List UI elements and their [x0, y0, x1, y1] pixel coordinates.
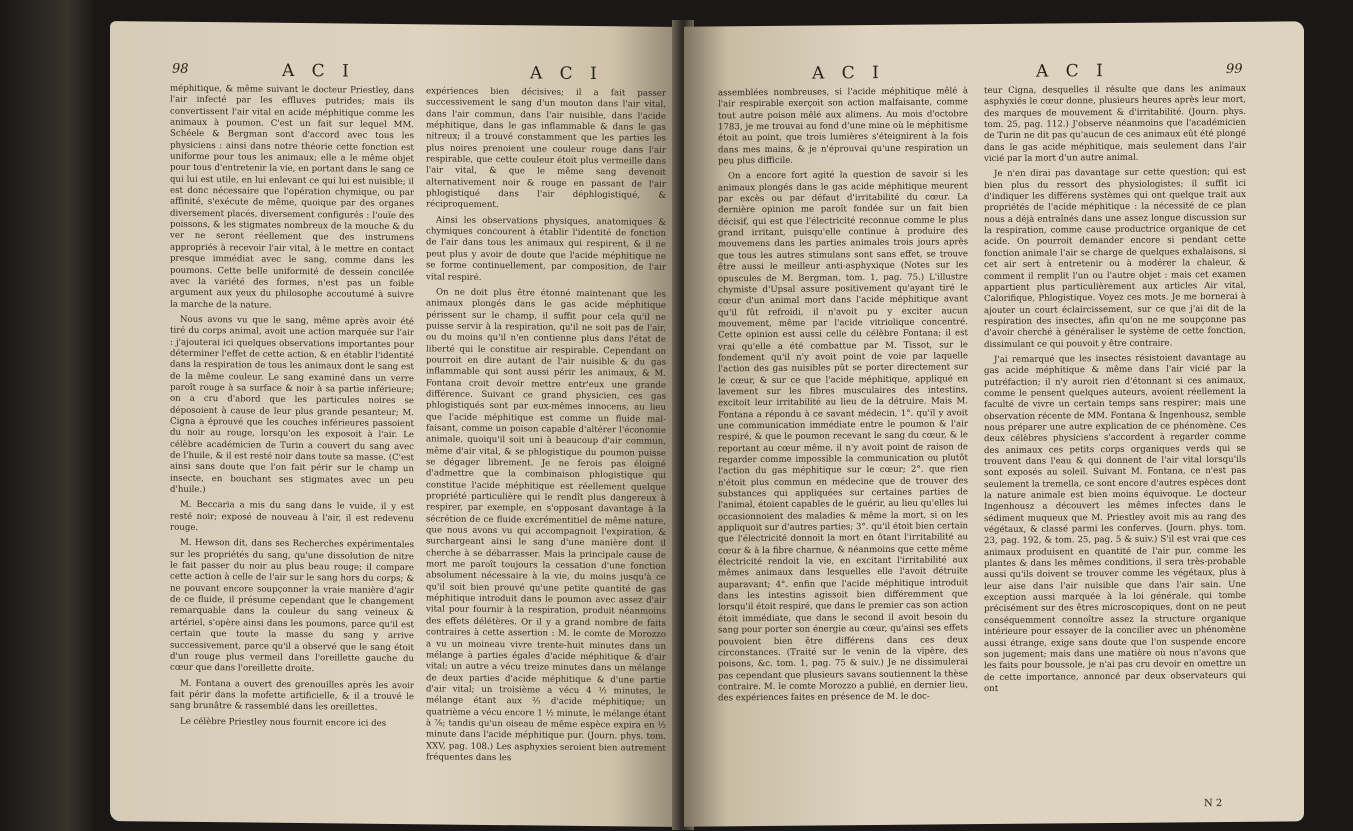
paragraph: expériences bien décisives; il a fait passer successivement le sang d'un mouton dans l'air vital, dans l'air commun, dans l'air nuisible, dans l'acide méphitique, dans le gas inflammable & dans le gas nitreux; il a trouvé constamment que les parties les plus noires prenoient une couleur rouge dans l'air respirable, que cette couleur étoit plus vermeille dans l'air vital, & que le même sang devenoit alternativement noir & rouge en passant de l'air phlogistiqué dans l'air déphlogistiqué, & réciproquement. — [426, 86, 666, 211]
text-column-2 — [426, 86, 666, 770]
left-page — [110, 21, 680, 827]
paragraph: méphitique, & même suivant le docteur Priestley, dans l'air infecté par les effluves putrides; mais ils convertissent l'air vital en acide méphitique comme les animaux à poumon. C'est un fait sur lequel MM. Schéele & Bergman sont d'accord avec tous les physiciens : ainsi dans notre théorie cette fonction est uniforme pour tous les animaux; elle a le même objet pour tous d'entretenir la vie, en portant dans le sang ce qui lui est utile, en lui enlevant ce qui lui est nuisible; il est donc nécessaire que l'opération chymique, ou par affinité, s'exécute de même, quoique par des organes diversement placés, diversement configurés : l'ouïe des poissons, & les stigmates nombreux de la mouche & du ver ne seront réellement que des instrumens appropriés à recevoir l'air vital, à le mettre en contact presque immédiat avec le sang, comme dans les poumons. Cette belle uniformité de dessein concilée avec la variété des formes, n'est pas un foible argument aux yeux du philosophe accoutumé à suivre la marche de la nature. — [170, 83, 414, 311]
text-column-2 — [984, 84, 1246, 700]
paragraph: Nous avons vu que le sang, même après avoir été tiré du corps animal, avoit une action marquée sur l'air : j'ajouterai ici quelques observations importantes pour déterminer l'effet de cette action, & en établir l'identité dans la respiration de tous les animaux dont le sang est de la même couleur. Le sang examiné dans un verre paroît rouge à sa surface & noir à sa partie inférieure; on a cru d'abord que les particules noires se déposoient à cause de leur plus grande pesanteur; M. Cigna a éprouvé que les couches inférieures passoient du noir au rouge, lorsqu'on les exposoit à l'air. Le célèbre académicien de Turin a couvert du sang avec de l'huile, & il est resté noir dans toute sa masse. (C'est ainsi sans doute que l'on fait périr sur le champ un insecte, en bouchant ses stigmates avec un peu d'huile.) — [170, 314, 414, 496]
page-number: 99 — [1226, 61, 1243, 77]
paragraph: M. Beccaria a mis du sang dans le vuide, il y est resté noir; exposé de nouveau à l'air, il est redevenu rouge. — [170, 500, 414, 534]
paragraph: teur Cigna, desquelles il résulte que dans les animaux asphyxiés le cœur donne, plusieurs heures après leur mort, des marques de mouvement & d'irritabilité. (Journ. phys. tom. 25, pag. 112.) J'observe néanmoins que l'académicien de Turin ne dit pas qu'aucun de ces animaux eût été plongé dans le gas acide méphitique, mais seulement dans l'air vicié par la mort d'un autre animal. — [984, 83, 1246, 165]
paragraph: M. Hewson dit, dans ses Recherches expérimentales sur les propriétés du sang, qu'une dissolution de nitre le fait passer du noir au plus beau rouge; il compare cette action à celle de l'air sur le sang hors du corps; & ne pouvant encore soupçonner la vraie manière d'agir de ce fluide, il présume cependant que le changement remarquable dans la couleur du sang veineux & artériel, s'opère ainsi dans les poumons, parce qu'il est certain que toute la masse du sang y arrive successivement, parce qu'il a observé que le sang étoit d'un rouge plus vermeil dans l'oreillette gauche du cœur que dans l'oreillette droite. — [170, 538, 414, 675]
running-head: A C I — [530, 63, 603, 85]
page-number: 98 — [172, 61, 189, 77]
running-head: A C I — [812, 62, 885, 84]
paragraph: J'ai remarqué que les insectes résistoient davantage au gas acide méphitique & même dans l'air vicié par la putréfaction; il n'y auroit rien d'étonnant si ces animaux, comme le pensent quelques auteurs, avoient réellement la faculté de vivre un certain temps sans respirer; mais une observation récente de MM. Fontana & Ingenhousz, semble nous préparer une autre explication de ce phénomène. Ces deux célèbres physiciens s'accordent à regarder comme des animaux ces petits corps organiques verds qui se trouvent dans l'eau & qui donnent de l'air vital lorsqu'ils sont exposés au soleil. Suivant M. Fontana, ce n'est pas seulement la tremella, ce sont encore d'autres espèces dont la nature animale est bien moins équivoque. Le docteur Ingenhousz a découvert les mêmes infectes dans le sédiment muqueux que M. Priestley avoit mis au rang des végétaux, & classé parmi les conferves. (Journ. phys. tom. 23, pag. 192, & tom. 25, pag. 5 & suiv.) S'il est vrai que ces animaux produisent en quantité de l'air pur, comme les plantes & dans les mêmes conditions, il sera très-probable aussi qu'ils doivent se trouver comme les végétaux, plus à leur aise dans l'air nuisible que dans l'air sain. Une exception aussi marquée à la loi générale, qui tombe précisément sur des êtres microscopiques, dont on ne peut conséquemment connoître assez la structure organique intérieure pour essayer de la concilier avec un phénomène aussi étrange, exige sans doute que l'on suspende encore son jugement; mais dans une matière où nous n'avons que les faits pour boussole, je n'ai pas cru devoir en omettre un de cette importance, annoncé par deux observateurs qui ont — [984, 352, 1246, 694]
text-column-1 — [718, 86, 968, 709]
running-head: A C I — [282, 60, 355, 82]
paragraph: On a encore fort agité la question de savoir si les animaux plongés dans le gas acide méphitique meurent par excès ou par défaut d'irritabilité du cœur. La dernière opinion me paroît fondée sur un fait bien décisif, qui est que l'électricité reconnue comme le plus grand irritant, puisqu'elle continue à produire des mouvemens dans les parties animales trois jours après que tous les autres stimulans sont sans effet, se trouve être aussi le meilleur anti-asphyxique (Notes sur les opuscules de M. Bergman, tom. 1, pag. 75.) L'illustre chymiste d'Upsal assure positivement qu'ayant tiré le cœur d'un animal mort dans l'acide méphitique avant qu'il fût refroidi, il n'avoit pu y exciter aucun mouvement, même par l'acide vitriolique concentré. Cette opinion est aussi celle du célèbre Fontana; il est vrai qu'elle a été combattue par M. Tissot, sur le fondement qu'il n'y avoit point de voie par laquelle l'action des gas nuisibles pût se porter directement sur le cœur, & sur ce que l'acide méphitique, appliqué en lavement sur les fibres musculaires des intestins, excitoit leur irritabilité au lieu de la détruire. Mais M. Fontana a répondu à ce savant médecin, 1°. qu'il y avoit une communication immédiate entre le poumon & l'air respiré, & que le poumon recevant le sang du cœur, & le reportant au cœur même, il n'y avoit point de raison de regarder comme impossible la communication ou plutôt l'action du gas méphitique sur le cœur; 2°. que rien n'étoit plus commun en médecine que de trouver des substances qui appliquées sur certaines parties de l'animal, étoient capables de le guérir, au lieu qu'elles lui occasionnoient des maladies & même la mort, si on les appliquoit sur d'autres parties; 3°. qu'il étoit bien certain que l'électricité donnoit la mort en ôtant l'irritabilité au cœur & à la fibre charnue, & néanmoins que cette même électricité rendoit la vie, en excitant l'irritabilité aux mêmes animaux dans lesquelles elle l'avoit détruite auparavant; 4°. enfin que l'acide méphitique introduit dans les intestins agissoit bien différemment que lorsqu'il étoit respiré, que dans le premier cas son action étoit immédiate, que dans le second il avoit besoin du sang pour porter son énergie au cœur, qu'ainsi ses effets pouvoient bien être différens dans ces deux circonstances. (Traité sur le venin de la vipère, des poisons, &c. tom. 1, pag. 75 & suiv.) Je ne dissimulerai pas cependant que plusieurs savans soutiennent la thèse contraire. M. le comte Morozzo a publié, en dernier lieu, des expériences faites en présence de M. le doc- — [718, 169, 968, 704]
signature-mark: N 2 — [1204, 798, 1223, 810]
paragraph: M. Fontana a ouvert des grenouilles après les avoir fait périr dans la mofette artificielle, & il a trouvé le sang brunâtre & rassemblé dans les oreillettes. — [170, 678, 414, 714]
paragraph: Le célèbre Priestley nous fournit encore ici des — [180, 716, 387, 729]
paragraph: On ne doit plus être étonné maintenant que les animaux plongés dans le gas acide méphitique périssent sur le champ, il suffit pour cela qu'il ne puisse servir à la respiration, qu'il ne soit pas de l'air, ou du moins qu'il n'en contienne plus dans l'état de liberté qui le constitue air respirable. Cependant on pourroit en dire autant de l'air nuisible & du gas inflammable qui sont aussi périr les animaux, & M. Fontana croit devoir mettre entr'eux une grande différence. Suivant ce grand physicien, ces gas phlogistiqués sont par eux-mêmes innocens, au lieu que l'acide méphitique est comme un fluide mal-faisant, comme un poison capable d'altérer l'économie animale, quoiqu'il soit uni à beaucoup d'air commun, même d'air vital, & se phlogistique du poumon puisse se dégager librement. Je ne ferois pas éloigné d'admettre que la combinaison phlogistique qui constitue l'acide méphitique est réellement quelque propriété particulière qui le rendît plus dangereux à respirer, par exemple, en s'opposant davantage à la sécrétion de ce fluide excrémentitiel de même nature, que nous avons vu qui accompagnoit l'expiration, & surchargeant ainsi le sang d'une manière dont il cherche à se débarrasser. Mais la principale cause de mort me paroît toujours la cessation d'une fonction absolument nécessaire à la vie, du moins jusqu'à ce qu'il soit bien prouvé qu'une petite quantité de gas méphitique introduit dans le poumon avec assez d'air vital pour fournir à la respiration, produit néanmoins des effets délétères. Or il y a grand nombre de faits contraires à cette assertion : M. le comte de Morozzo a vu un moineau vivre trente-huit minutes dans un mélange à parties égales d'acide méphitique & d'air vital; un autre a vécu treize minutes dans un mélange de deux parties d'acide méphitique & d'une partie d'air vital; un troisième a vécu 4 ½ minutes, le mélange étant aux ⅔ d'acide méphitique; un quatrième a vécu encore 1 ½ minute, le mélange étant à ⅞; tandis qu'un oiseau de même espèce expira en ½ minute dans l'acide méphitique pur. (Journ. phys. tom. XXV, pag. 108.) Les asphyxies seroient bien autrement fréquentes dans les — [426, 287, 666, 764]
paragraph: Ainsi les observations physiques, anatomiques & chymiques concourent à établir l'identité de fonction de l'air dans tous les animaux qui respirent, & il ne peut plus y avoir de doute que l'acide méphitique ne se forme continuellement, par composition, de l'air vital respiré. — [426, 215, 666, 283]
paragraph: Je n'en dirai pas davantage sur cette question; qui est bien plus du ressort des physiologistes; il suffit ici d'indiquer les différens systèmes qui ont quelque trait aux propriétés de l'acide méphitique : la nécessité de ce plan nous a déjà entraînés dans une assez longue discussion sur la respiration, comme cause productrice organique de cet acide. On pourroit demander encore si pendant cette fonction animale l'air se charge de quelques exhalaisons, si cet air sert à entretenir ou à modérer la chaleur, & comment il remplit l'un ou l'autre objet : mais cet examen appartient plus particulièrement aux articles Air vital, Calorifique, Phlogistique. Voyez ces mots. Je me bornerai à ajouter un court éclaircissement, sur ce que j'ai dit de la respiration des insectes, afin qu'on ne me soupçonne pas d'avoir cherché à généraliser le système de cette fonction, dissimulant ce qui pouvoit y être contraire. — [984, 167, 1246, 350]
running-head: A C I — [1036, 60, 1109, 82]
paragraph: assemblées nombreuses, si l'acide méphitique mêlé à l'air respirable exerçoit son action malfaisante, comme tout autre poison mêlé aux alimens. Au mois d'octobre 1783, je me trouvai au fond d'une mine où le méphitisme étoit au point, que trois lumières s'éteignirent à la fois dans mes mains, & je n'éprouvai qu'une respiration un peu plus difficile. — [718, 86, 968, 167]
right-page — [684, 21, 1304, 826]
text-column-1 — [170, 84, 414, 734]
